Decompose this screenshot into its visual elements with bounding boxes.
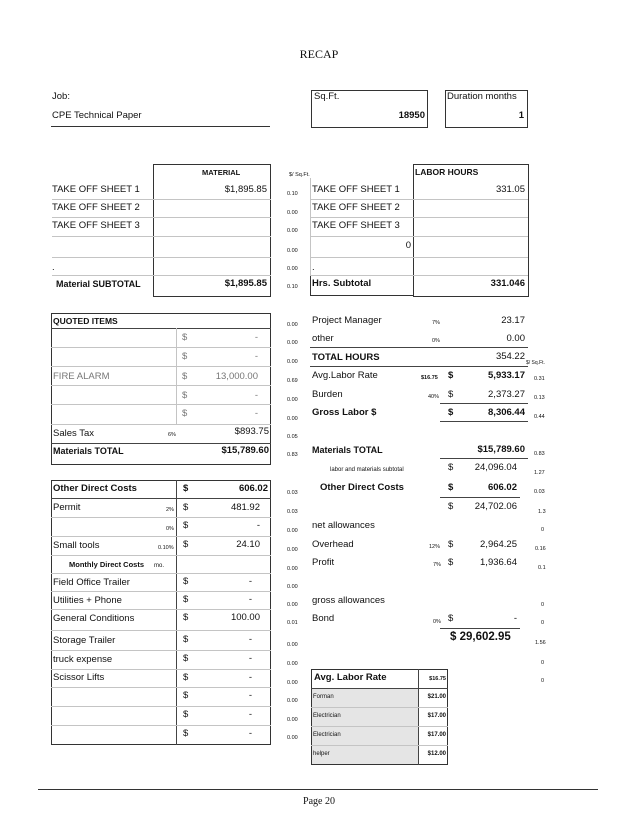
burden-label: Burden — [312, 389, 343, 400]
overhead-ratio: 0.16 — [535, 546, 546, 552]
duration-label: Duration months — [447, 91, 517, 102]
material-row-ratio: 0.00 — [287, 228, 298, 234]
rates-header-value: $16.75 — [429, 676, 446, 682]
avg-rate: $16.75 — [421, 375, 438, 381]
odc-row-ratio: 0.00 — [287, 602, 298, 608]
odc-row-value: - — [248, 634, 252, 645]
lm-subtotal-ratio: 1.27 — [534, 470, 545, 476]
overhead-value: 2,964.25 — [480, 539, 517, 550]
labor-row-label: TAKE OFF SHEET 1 — [312, 184, 400, 195]
net-allowances-label: net allowances — [312, 520, 375, 531]
odc-row-ratio: 0.00 — [287, 698, 298, 704]
rate-row-label: helper — [313, 751, 330, 757]
quoted-dollar: $ — [182, 351, 188, 362]
labor-row-label: TAKE OFF SHEET 2 — [312, 202, 400, 213]
material-row-ratio: 0.10 — [287, 191, 298, 197]
material-row-ratio: 0.00 — [287, 210, 298, 216]
odc-row-ratio: 0.00 — [287, 735, 298, 741]
odc-row-value: 24.10 — [236, 539, 260, 550]
quoted-value: - — [254, 332, 258, 343]
quoted-value: - — [254, 351, 258, 362]
quoted-ratio: 0.00 — [287, 397, 298, 403]
odc-row-pct: mo. — [154, 563, 165, 569]
right-odc-ratio: 0.03 — [534, 489, 545, 495]
labor-row-value: 0 — [405, 240, 411, 251]
grand-total-ratio: 1.56 — [535, 640, 546, 646]
materials-total-label: Materials TOTAL — [53, 446, 124, 456]
pm-label: Project Manager — [312, 315, 382, 326]
odc-row-pct: 2% — [166, 507, 174, 513]
odc-row-label: Utilities + Phone — [53, 595, 122, 606]
burden-pct: 40% — [428, 394, 440, 400]
profit-value: 1,936.64 — [480, 557, 517, 568]
odc-row-ratio: 0.00 — [287, 717, 298, 723]
odc-row-pct: 0% — [166, 526, 174, 532]
quoted-dollar: $ — [182, 371, 188, 382]
other-pct: 0% — [432, 338, 440, 344]
tail-ratio: 0 — [541, 678, 545, 684]
odc-row-ratio: 0.00 — [287, 661, 298, 667]
right-materials-total-ratio: 0.83 — [534, 451, 545, 457]
odc-row-ratio: 0.01 — [287, 620, 298, 626]
gross-labor-ratio: 0.44 — [534, 414, 545, 420]
odc-row-value: 481.92 — [230, 502, 260, 513]
labor-subtotal-value: 331.046 — [490, 278, 525, 289]
material-row-ratio: 0.00 — [287, 266, 298, 272]
page-title: RECAP — [299, 47, 339, 61]
overhead-dollar: $ — [448, 539, 454, 550]
profit-ratio: 0.1 — [538, 565, 546, 571]
quoted-ratio: 0.00 — [287, 359, 298, 365]
quoted-ratio: 0.69 — [287, 378, 298, 384]
right-materials-total-label: Materials TOTAL — [312, 445, 383, 455]
pm-pct: 7% — [432, 320, 440, 326]
gross-labor-value: 8,306.44 — [488, 407, 525, 418]
odc-row-value: - — [248, 576, 252, 587]
odc-row-label: Storage Trailer — [53, 635, 116, 646]
material-sqft-header: $/ Sq.Ft. — [289, 172, 310, 178]
bond-pct: 0% — [433, 619, 441, 625]
odc-row-label: General Conditions — [53, 613, 135, 624]
sub2-value: 24,702.06 — [474, 501, 517, 512]
labor-subtotal-label: Hrs. Subtotal — [312, 278, 372, 289]
odc-row-value: - — [248, 728, 252, 739]
job-underline — [51, 126, 270, 127]
rate-row-value: $12.00 — [427, 751, 446, 757]
odc-row-ratio: 0.00 — [287, 547, 298, 553]
material-row-label: . — [52, 262, 55, 273]
sqft-value: 18950 — [398, 110, 425, 121]
sales-tax-value: $893.75 — [234, 426, 269, 437]
sub2-dollar: $ — [448, 501, 454, 512]
sales-tax-ratio: 0.05 — [287, 434, 298, 440]
bond-value: - — [513, 613, 517, 624]
gross-allowances-label: gross allowances — [312, 595, 385, 606]
odc-row-ratio: 0.00 — [287, 584, 298, 590]
odc-header-dollar: $ — [183, 483, 189, 494]
odc-row-label: Field Office Trailer — [53, 577, 130, 588]
quoted-dollar: $ — [182, 408, 188, 419]
rate-row-label: Electrician — [313, 713, 341, 719]
bond-dollar: $ — [448, 613, 454, 624]
net-allowances-ratio: 0 — [541, 527, 545, 533]
rate-row-label: Forman — [313, 694, 334, 700]
tail-ratio: 0 — [541, 660, 545, 666]
right-odc-label: Other Direct Costs — [320, 482, 404, 493]
quoted-dollar: $ — [182, 390, 188, 401]
odc-row-dollar: $ — [183, 502, 189, 513]
sales-tax-label: Sales Tax — [53, 428, 95, 439]
gross-allowances-ratio: 0 — [541, 602, 545, 608]
odc-row-value: - — [248, 672, 252, 683]
labor-row-value: 331.05 — [495, 184, 525, 195]
odc-row-ratio: 0.03 — [287, 509, 298, 515]
odc-row-label: Permit — [53, 502, 81, 513]
odc-row-ratio: 0.00 — [287, 566, 298, 572]
material-row-ratio: 0.00 — [287, 248, 298, 254]
odc-header-value: 606.02 — [238, 483, 268, 494]
material-subtotal-value: $1,895.85 — [224, 278, 267, 289]
avg-ratio: 0.31 — [534, 376, 545, 382]
materials-total-value: $15,789.60 — [221, 445, 269, 456]
quoted-value: - — [254, 390, 258, 401]
lm-subtotal-dollar: $ — [448, 462, 454, 473]
quoted-dollar: $ — [182, 332, 188, 343]
material-subtotal-ratio: 0.10 — [287, 284, 298, 290]
material-row-label: TAKE OFF SHEET 2 — [52, 202, 140, 213]
avg-dollar: $ — [448, 370, 454, 381]
odc-row-value: - — [248, 594, 252, 605]
rate-row-value: $17.00 — [427, 732, 446, 738]
bond-ratio: 0 — [541, 620, 545, 626]
rate-row-label: Electrician — [313, 732, 341, 738]
odc-row-dollar: $ — [183, 672, 189, 683]
labor-row-label: TAKE OFF SHEET 3 — [312, 220, 400, 231]
profit-pct: 7% — [433, 562, 441, 568]
odc-row-dollar: $ — [183, 594, 189, 605]
pm-value: 23.17 — [501, 315, 525, 326]
odc-row-dollar: $ — [183, 653, 189, 664]
odc-row-label: Small tools — [53, 540, 100, 551]
materials-total-ratio: 0.83 — [287, 452, 298, 458]
rates-header-label: Avg. Labor Rate — [314, 672, 387, 683]
quoted-ratio: 0.00 — [287, 340, 298, 346]
odc-header-label: Other Direct Costs — [53, 483, 137, 494]
material-header: MATERIAL — [202, 168, 241, 177]
sub2-ratio: 1.3 — [538, 509, 546, 515]
right-odc-value: 606.02 — [487, 482, 517, 493]
burden-value: 2,373.27 — [488, 389, 525, 400]
odc-row-label: Scissor Lifts — [53, 672, 105, 683]
odc-row-dollar: $ — [183, 634, 189, 645]
lm-subtotal-label: labor and materials subtotal — [330, 467, 404, 473]
odc-row-value: - — [256, 520, 260, 531]
odc-row-dollar: $ — [183, 709, 189, 720]
odc-row-dollar: $ — [183, 520, 189, 531]
rate-row-value: $17.00 — [427, 713, 446, 719]
odc-row-ratio: 0.00 — [287, 680, 298, 686]
material-row-label: TAKE OFF SHEET 1 — [52, 184, 140, 195]
labor-header: LABOR HOURS — [415, 167, 479, 177]
quoted-header-ratio: 0.00 — [287, 322, 298, 328]
material-row-label: TAKE OFF SHEET 3 — [52, 220, 140, 231]
odc-row-ratio: 0.00 — [287, 528, 298, 534]
overhead-pct: 12% — [429, 544, 441, 550]
total-hours-label: TOTAL HOURS — [312, 352, 380, 363]
job-value: CPE Technical Paper — [52, 110, 142, 121]
odc-row-value: - — [248, 653, 252, 664]
right-materials-total-value: $15,789.60 — [477, 444, 525, 455]
quoted-header: QUOTED ITEMS — [53, 316, 118, 326]
profit-dollar: $ — [448, 557, 454, 568]
odc-row-ratio: 0.00 — [287, 642, 298, 648]
quoted-label: FIRE ALARM — [53, 371, 110, 382]
sqft-label: Sq.Ft. — [314, 91, 340, 102]
odc-row-dollar: $ — [183, 690, 189, 701]
quoted-value: 13,000.00 — [215, 371, 258, 382]
odc-row-label: Monthly Direct Costs — [69, 560, 145, 569]
duration-value: 1 — [518, 110, 524, 121]
right-odc-dollar: $ — [448, 482, 454, 493]
page-number: Page 20 — [303, 796, 335, 807]
odc-header-ratio: 0.03 — [287, 490, 298, 496]
job-label: Job: — [52, 91, 70, 102]
overhead-label: Overhead — [312, 539, 354, 550]
avg-rate-label: Avg.Labor Rate — [312, 370, 378, 381]
quoted-ratio: 0.00 — [287, 416, 298, 422]
odc-row-value: - — [248, 709, 252, 720]
odc-row-dollar: $ — [183, 539, 189, 550]
odc-row-dollar: $ — [183, 728, 189, 739]
labor-row-label: . — [312, 262, 315, 273]
avg-value: 5,933.17 — [488, 370, 525, 381]
odc-row-value: 100.00 — [230, 612, 260, 623]
other-value: 0.00 — [506, 333, 525, 344]
burden-ratio: 0.13 — [534, 395, 545, 401]
sqft-ft-label: $/ Sq.Ft. — [526, 360, 545, 366]
other-label: other — [312, 333, 334, 344]
lm-subtotal-value: 24,096.04 — [474, 462, 517, 473]
footer-rule — [38, 789, 598, 790]
odc-row-label: truck expense — [53, 654, 113, 665]
grand-total-value: $ 29,602.95 — [450, 631, 511, 643]
quoted-value: - — [254, 408, 258, 419]
material-subtotal-label: Material SUBTOTAL — [56, 279, 141, 289]
gross-labor-dollar: $ — [448, 407, 454, 418]
material-row-value: $1,895.85 — [224, 184, 267, 195]
profit-label: Profit — [312, 557, 335, 568]
total-hours-value: 354.22 — [495, 351, 525, 362]
odc-row-pct: 0.10% — [158, 545, 174, 551]
sales-tax-pct: 6% — [168, 432, 176, 438]
gross-labor-label: Gross Labor $ — [312, 407, 377, 418]
burden-dollar: $ — [448, 389, 454, 400]
odc-row-dollar: $ — [183, 612, 189, 623]
odc-row-value: - — [248, 690, 252, 701]
odc-row-dollar: $ — [183, 576, 189, 587]
bond-label: Bond — [312, 613, 335, 624]
rate-row-value: $21.00 — [427, 694, 446, 700]
